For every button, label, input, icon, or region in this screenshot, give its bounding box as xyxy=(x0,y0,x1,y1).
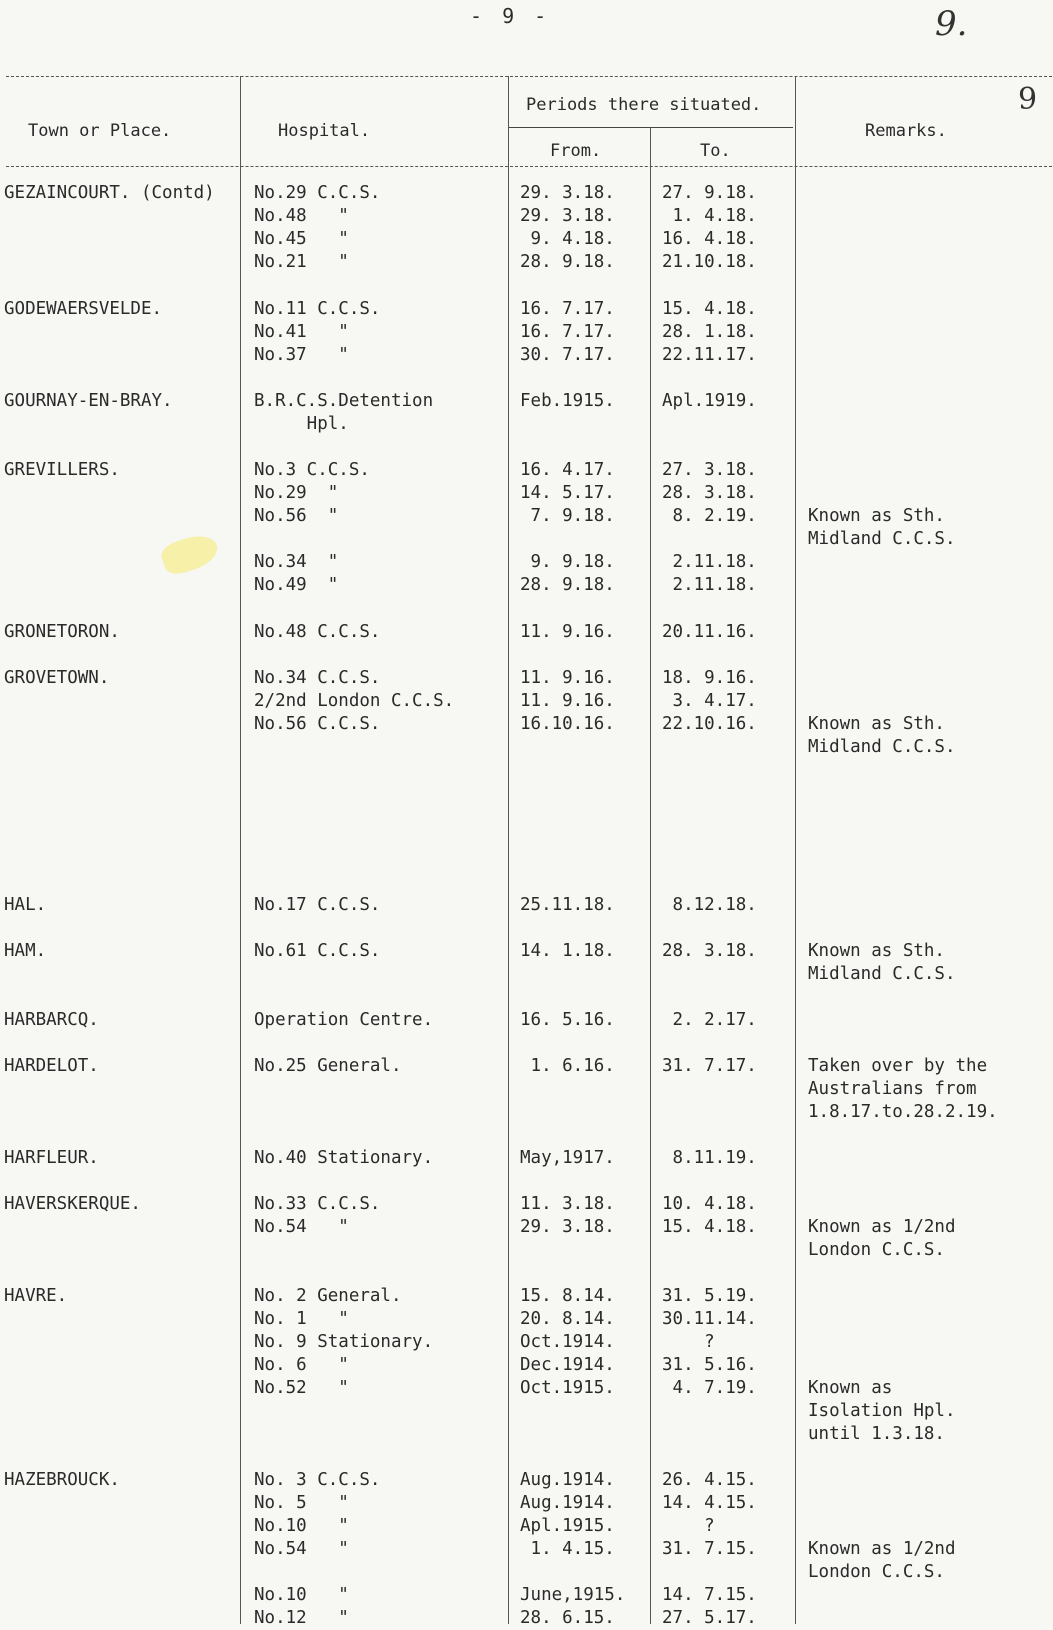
to-date-cell-line: 28. 1.18. xyxy=(662,322,757,342)
to-date-cell-line: 1. 4.18. xyxy=(662,206,757,226)
remarks-cell-line xyxy=(808,1193,956,1216)
from-date-cell-line: 28. 6.15. xyxy=(520,1608,615,1628)
to-date-cell xyxy=(662,459,757,597)
to-date-cell-line xyxy=(662,1561,757,1584)
from-date-cell xyxy=(520,182,615,274)
hospital-cell-line: No.34 C.C.S. xyxy=(254,668,381,688)
hospital-cell-line: No. 6 " xyxy=(254,1355,349,1375)
to-date-cell xyxy=(662,621,757,644)
remarks-cell xyxy=(808,459,956,551)
remarks-cell xyxy=(808,667,956,759)
hospital-cell-line: No.54 " xyxy=(254,1217,349,1237)
from-date-cell-line: 11. 9.16. xyxy=(520,691,615,711)
to-date-cell xyxy=(662,667,757,736)
from-date-cell-line: 16. 5.16. xyxy=(520,1010,615,1030)
hospital-cell-line: No.48 C.C.S. xyxy=(254,622,381,642)
town-cell xyxy=(4,1055,99,1078)
hospital-cell xyxy=(254,1469,380,1630)
hospital-cell-line: No.49 " xyxy=(254,575,339,595)
hospital-cell-line: No.33 C.C.S. xyxy=(254,1194,381,1214)
from-date-cell xyxy=(520,390,615,413)
hospital-cell-line: No. 3 C.C.S. xyxy=(254,1470,381,1490)
from-date-cell xyxy=(520,667,615,736)
hospital-cell xyxy=(254,940,380,963)
from-date-cell-line: 28. 9.18. xyxy=(520,252,615,272)
from-date-cell-line: 28. 9.18. xyxy=(520,575,615,595)
remarks-cell-line xyxy=(808,1331,956,1354)
hospital-cell xyxy=(254,1009,433,1032)
from-date-cell-line: 11. 9.16. xyxy=(520,622,615,642)
remarks-cell-line: Known as Sth. xyxy=(808,506,945,526)
hospital-cell xyxy=(254,1055,402,1078)
hospital-cell-line: No.10 " xyxy=(254,1585,349,1605)
column-divider-2 xyxy=(508,76,509,1624)
to-date-cell-line: 8.12.18. xyxy=(662,895,757,915)
to-date-cell-line: 2. 2.17. xyxy=(662,1010,757,1030)
folio-handwritten-top: 9. xyxy=(935,4,968,44)
table-top-rule xyxy=(6,76,1052,77)
remarks-cell-line xyxy=(808,459,956,482)
to-date-cell-line: 8.11.19. xyxy=(662,1148,757,1168)
hospital-cell-line: No.61 C.C.S. xyxy=(254,941,381,961)
to-date-cell-line: 14. 7.15. xyxy=(662,1585,757,1605)
town-cell xyxy=(4,390,173,413)
remarks-cell-line xyxy=(808,1354,956,1377)
from-date-cell-line: Aug.1914. xyxy=(520,1493,615,1513)
remarks-cell-line xyxy=(808,1308,956,1331)
to-date-cell-line: 3. 4.17. xyxy=(662,691,757,711)
header-hospital: Hospital. xyxy=(278,121,371,141)
from-date-cell-line: Feb.1915. xyxy=(520,391,615,411)
town-cell xyxy=(4,459,120,482)
hospital-cell-line: No. 1 " xyxy=(254,1309,349,1329)
remarks-cell-line xyxy=(808,690,956,713)
header-remarks: Remarks. xyxy=(865,121,947,141)
remarks-cell xyxy=(808,1055,998,1124)
from-date-cell xyxy=(520,459,615,597)
town-cell-line: HAL. xyxy=(4,895,47,915)
from-date-cell xyxy=(520,1193,615,1239)
hospital-cell xyxy=(254,390,433,436)
hospital-cell-line xyxy=(254,1561,380,1584)
remarks-cell xyxy=(808,940,956,986)
hospital-cell-line: No.54 " xyxy=(254,1539,349,1559)
remarks-cell-line: Taken over by the xyxy=(808,1056,988,1076)
from-date-cell-line: 29. 3.18. xyxy=(520,183,615,203)
remarks-cell-line: Known as Sth. xyxy=(808,714,945,734)
hospital-cell-line: No.3 C.C.S. xyxy=(254,460,370,480)
from-date-cell-line: Oct.1915. xyxy=(520,1378,615,1398)
hospital-cell-line: No.29 C.C.S. xyxy=(254,183,381,203)
town-cell xyxy=(4,894,46,917)
remarks-cell-line: London C.C.S. xyxy=(808,1562,945,1582)
from-date-cell-line: 9. 4.18. xyxy=(520,229,615,249)
from-date-cell-line: 15. 8.14. xyxy=(520,1286,615,1306)
town-cell-line: HARDELOT. xyxy=(4,1056,99,1076)
to-date-cell-line: 31. 7.15. xyxy=(662,1539,757,1559)
to-date-cell-line: 31. 7.17. xyxy=(662,1056,757,1076)
town-cell-line: GREVILLERS. xyxy=(4,460,120,480)
to-date-cell-line: 26. 4.15. xyxy=(662,1470,757,1490)
town-cell-line: GODEWAERSVELDE. xyxy=(4,299,163,319)
from-date-cell xyxy=(520,940,615,963)
hospital-cell-line: B.R.C.S.Detention xyxy=(254,391,434,411)
hospital-cell-line: No. 2 General. xyxy=(254,1286,402,1306)
hospital-cell-line: Hpl. xyxy=(254,414,349,434)
to-date-cell-line: 31. 5.16. xyxy=(662,1355,757,1375)
to-date-cell-line: 28. 3.18. xyxy=(662,483,757,503)
hospital-cell-line: No.41 " xyxy=(254,322,349,342)
from-date-cell-line: 30. 7.17. xyxy=(520,345,615,365)
remarks-cell-line: Midland C.C.S. xyxy=(808,737,956,757)
hospital-cell-line: Operation Centre. xyxy=(254,1010,434,1030)
to-date-cell-line: 16. 4.18. xyxy=(662,229,757,249)
town-cell xyxy=(4,667,109,690)
town-cell xyxy=(4,298,162,321)
to-date-cell-line: 28. 3.18. xyxy=(662,941,757,961)
hospital-cell xyxy=(254,459,370,597)
from-date-cell xyxy=(520,1285,615,1400)
from-date-cell-line: 1. 4.15. xyxy=(520,1539,615,1559)
from-date-cell-line: Dec.1914. xyxy=(520,1355,615,1375)
to-date-cell-line: 18. 9.16. xyxy=(662,668,757,688)
to-date-cell xyxy=(662,940,757,963)
to-date-cell-line: 15. 4.18. xyxy=(662,299,757,319)
town-cell-line: HAM. xyxy=(4,941,47,961)
to-date-cell-line: 21.10.18. xyxy=(662,252,757,272)
town-cell xyxy=(4,621,120,644)
from-date-cell-line: 16.10.16. xyxy=(520,714,615,734)
hospital-cell-line: No.21 " xyxy=(254,252,349,272)
to-date-cell-line: 2.11.18. xyxy=(662,575,757,595)
remarks-cell-line: 1.8.17.to.28.2.19. xyxy=(808,1102,998,1122)
page-number: - 9 - xyxy=(470,4,551,28)
to-date-cell-line: 4. 7.19. xyxy=(662,1378,757,1398)
hospital-cell-line: No. 5 " xyxy=(254,1493,349,1513)
remarks-cell-line: Australians from xyxy=(808,1079,977,1099)
town-cell-line: GOURNAY-EN-BRAY. xyxy=(4,391,173,411)
hospital-cell xyxy=(254,298,380,367)
to-date-cell-line: 22.10.16. xyxy=(662,714,757,734)
town-cell-line: HAZEBROUCK. xyxy=(4,1470,120,1490)
from-date-cell-line xyxy=(520,1561,625,1584)
hospital-cell-line: No.29 " xyxy=(254,483,339,503)
remarks-cell-line: Known as 1/2nd xyxy=(808,1217,956,1237)
from-date-cell-line: 16. 4.17. xyxy=(520,460,615,480)
remarks-cell-line: Isolation Hpl. xyxy=(808,1401,956,1421)
remarks-cell-line: Midland C.C.S. xyxy=(808,964,956,984)
from-date-cell-line: Oct.1914. xyxy=(520,1332,615,1352)
town-cell xyxy=(4,1285,67,1308)
to-date-cell xyxy=(662,182,757,274)
hospital-cell xyxy=(254,182,380,274)
column-divider-1 xyxy=(240,76,241,1624)
hospital-cell-line: No.52 " xyxy=(254,1378,349,1398)
from-date-cell xyxy=(520,298,615,367)
header-bottom-rule xyxy=(6,166,1052,167)
from-date-cell-line: 9. 9.18. xyxy=(520,552,615,572)
from-date-cell-line: 29. 3.18. xyxy=(520,1217,615,1237)
remarks-cell xyxy=(808,1469,956,1584)
hospital-cell-line: No.12 " xyxy=(254,1608,349,1628)
to-date-cell-line: 15. 4.18. xyxy=(662,1217,757,1237)
hospital-cell-line: No.34 " xyxy=(254,552,339,572)
from-date-cell-line: 14. 1.18. xyxy=(520,941,615,961)
hospital-cell-line: No.17 C.C.S. xyxy=(254,895,381,915)
to-date-cell xyxy=(662,1055,757,1078)
remarks-cell-line: Midland C.C.S. xyxy=(808,529,956,549)
from-date-cell-line: 11. 9.16. xyxy=(520,668,615,688)
remarks-cell xyxy=(808,1285,956,1446)
to-date-cell-line: 2.11.18. xyxy=(662,552,757,572)
to-date-cell-line: 22.11.17. xyxy=(662,345,757,365)
column-divider-3 xyxy=(650,127,651,1624)
hospital-cell-line: No. 9 Stationary. xyxy=(254,1332,434,1352)
from-date-cell xyxy=(520,1147,615,1170)
header-periods: Periods there situated. xyxy=(526,95,762,115)
to-date-cell-line: 20.11.16. xyxy=(662,622,757,642)
town-cell xyxy=(4,1147,99,1170)
remarks-cell-line xyxy=(808,1285,956,1308)
from-date-cell xyxy=(520,1469,625,1630)
to-date-cell-line: 27. 3.18. xyxy=(662,460,757,480)
hospital-cell-line: No.45 " xyxy=(254,229,349,249)
hospital-cell-line: No.25 General. xyxy=(254,1056,402,1076)
to-date-cell-line: 14. 4.15. xyxy=(662,1493,757,1513)
from-date-cell-line: 16. 7.17. xyxy=(520,299,615,319)
remarks-cell-line xyxy=(808,1469,956,1492)
remarks-cell-line: Known as xyxy=(808,1378,893,1398)
hospital-cell xyxy=(254,1285,433,1400)
header-from: From. xyxy=(550,141,602,161)
hospital-cell-line: 2/2nd London C.C.S. xyxy=(254,691,455,711)
to-date-cell xyxy=(662,1009,757,1032)
to-date-cell-line: 30.11.14. xyxy=(662,1309,757,1329)
to-date-cell xyxy=(662,1469,757,1630)
town-cell xyxy=(4,1193,141,1216)
header-town: Town or Place. xyxy=(28,121,172,141)
from-date-cell-line: Aug.1914. xyxy=(520,1470,615,1490)
to-date-cell-line xyxy=(662,528,757,551)
town-cell-line: HARFLEUR. xyxy=(4,1148,99,1168)
town-cell-line: HAVERSKERQUE. xyxy=(4,1194,141,1214)
remarks-cell-line: Known as 1/2nd xyxy=(808,1539,956,1559)
hospital-cell-line: No.56 " xyxy=(254,506,339,526)
hospital-cell xyxy=(254,621,380,644)
to-date-cell-line: 27. 9.18. xyxy=(662,183,757,203)
to-date-cell xyxy=(662,894,757,917)
hospital-cell xyxy=(254,667,454,736)
town-cell-line: GROVETOWN. xyxy=(4,668,110,688)
hospital-cell-line xyxy=(254,528,370,551)
from-date-cell-line: 14. 5.17. xyxy=(520,483,615,503)
to-date-cell-line: ? xyxy=(662,1332,715,1352)
remarks-cell-line: London C.C.S. xyxy=(808,1240,945,1260)
remarks-cell-line xyxy=(808,1492,956,1515)
hospital-cell xyxy=(254,894,380,917)
folio-handwritten-side: 9 xyxy=(1018,82,1038,117)
town-cell-line: HARBARCQ. xyxy=(4,1010,99,1030)
hospital-cell-line: No.11 C.C.S. xyxy=(254,299,381,319)
from-date-cell-line: 11. 3.18. xyxy=(520,1194,615,1214)
hospital-cell-line: No.10 " xyxy=(254,1516,349,1536)
to-date-cell xyxy=(662,390,757,413)
town-cell xyxy=(4,1469,120,1492)
from-date-cell-line xyxy=(520,528,615,551)
from-date-cell-line: June,1915. xyxy=(520,1585,626,1605)
remarks-cell-line xyxy=(808,482,956,505)
town-cell-line: GRONETORON. xyxy=(4,622,120,642)
to-date-cell-line: 8. 2.19. xyxy=(662,506,757,526)
to-date-cell-line: 31. 5.19. xyxy=(662,1286,757,1306)
town-cell xyxy=(4,1009,99,1032)
remarks-cell-line: until 1.3.18. xyxy=(808,1424,945,1444)
remarks-cell-line: Known as Sth. xyxy=(808,941,945,961)
header-to: To. xyxy=(700,141,731,161)
from-date-cell xyxy=(520,1009,615,1032)
to-date-cell-line: Apl.1919. xyxy=(662,391,757,411)
to-date-cell xyxy=(662,1147,757,1170)
column-divider-4 xyxy=(795,76,796,1624)
remarks-cell-line xyxy=(808,1515,956,1538)
hospital-cell-line: No.48 " xyxy=(254,206,349,226)
to-date-cell xyxy=(662,1285,757,1400)
town-cell-line: GEZAINCOURT. (Contd) xyxy=(4,183,215,203)
from-date-cell xyxy=(520,894,615,917)
from-date-cell-line: 7. 9.18. xyxy=(520,506,615,526)
hospital-cell-line: No.40 Stationary. xyxy=(254,1148,434,1168)
to-date-cell-line: 27. 5.17. xyxy=(662,1608,757,1628)
hospital-cell-line: No.37 " xyxy=(254,345,349,365)
hospital-cell xyxy=(254,1147,433,1170)
from-date-cell xyxy=(520,1055,615,1078)
hospital-cell-line: No.56 C.C.S. xyxy=(254,714,381,734)
yellow-highlight-mark xyxy=(158,530,221,578)
to-date-cell xyxy=(662,1193,757,1239)
remarks-cell xyxy=(808,1193,956,1262)
from-date-cell xyxy=(520,621,615,644)
from-date-cell-line: 20. 8.14. xyxy=(520,1309,615,1329)
to-date-cell xyxy=(662,298,757,367)
town-cell-line: HAVRE. xyxy=(4,1286,68,1306)
town-cell xyxy=(4,940,46,963)
from-date-cell-line: May,1917. xyxy=(520,1148,615,1168)
town-cell xyxy=(4,182,215,205)
to-date-cell-line: ? xyxy=(662,1516,715,1536)
from-date-cell-line: 1. 6.16. xyxy=(520,1056,615,1076)
from-date-cell-line: 29. 3.18. xyxy=(520,206,615,226)
from-date-cell-line: 16. 7.17. xyxy=(520,322,615,342)
remarks-cell-line xyxy=(808,667,956,690)
from-date-cell-line: 25.11.18. xyxy=(520,895,615,915)
to-date-cell-line: 10. 4.18. xyxy=(662,1194,757,1214)
from-date-cell-line: Apl.1915. xyxy=(520,1516,615,1536)
hospital-cell xyxy=(254,1193,380,1239)
